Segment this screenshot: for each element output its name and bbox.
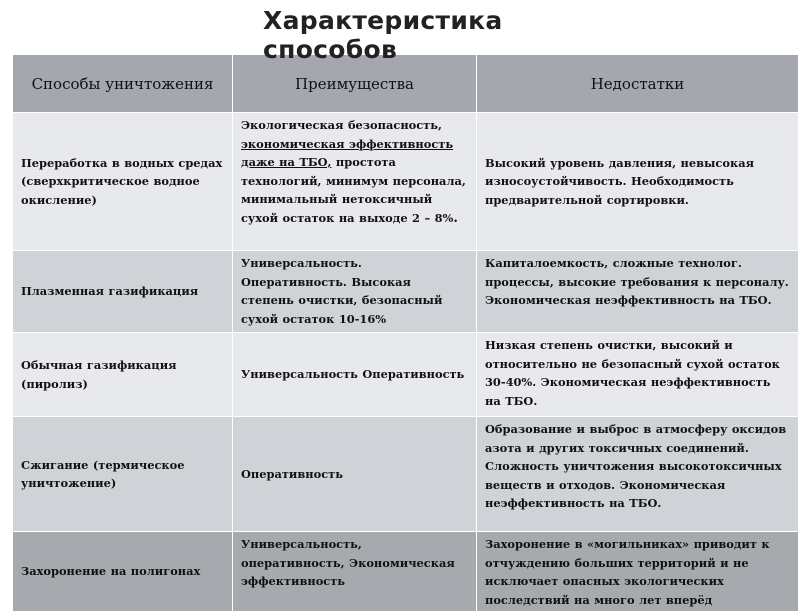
header-advantages: Преимущества [233, 55, 477, 113]
disadvantages-cell: Капиталоемкость, сложные технолог. процессы, высокие требования к персоналу. Экономическая неэффективность на ТБО. [477, 251, 799, 333]
advantages-cell: Универсальность Оперативность [233, 333, 477, 417]
header-methods: Способы уничтожения [13, 55, 233, 113]
comparison-table [12, 54, 799, 612]
advantages-underlined-text: экономическая эффективность даже на ТБО, [241, 136, 454, 169]
disadvantages-cell: Низкая степень очистки, высокий и относительно не безопасный сухой остаток 30-40%. Экономическая неэффективность на ТБО. [477, 333, 799, 417]
advantages-cell: Оперативность [233, 417, 477, 532]
advantages-text: Экологическая безопасность, [241, 118, 442, 132]
advantages-text-rest: простота технологий, минимум персонала, минимальный нетоксичный сухой остаток на выходе 2 – 8% [241, 155, 466, 225]
method-cell: Переработка в водных средах (сверхкритическое водное окисление) [13, 113, 233, 251]
disadvantages-cell: Захоронение в «могильниках» приводит к отчуждению больших территорий и не исключает опасных экологических последствий на много лет вперёд [477, 532, 799, 612]
method-cell: Захоронение на полигонах [13, 532, 233, 612]
page-title: Характеристика способов [263, 6, 503, 64]
advantages-cell: Универсальность. Оперативность. Высокая степень очистки, безопасный сухой остаток 10-16% [233, 251, 477, 333]
method-cell: Сжигание (термическое уничтожение) [13, 417, 233, 532]
table-row [13, 417, 799, 532]
method-cell: Плазменная газификация [13, 251, 233, 333]
disadvantages-cell: Высокий уровень давления, невысокая износоустойчивость. Необходимость предварительной сортировки. [477, 113, 799, 251]
table-row [13, 113, 799, 251]
disadvantages-cell: Образование и выброс в атмосферу оксидов азота и других токсичных соединений. Сложность уничтожения высокотоксичных веществ и отходов. Экономическая неэффективность на ТБО. [477, 417, 799, 532]
advantages-cell [233, 113, 477, 251]
advantages-period: . [453, 210, 458, 226]
table-row [13, 333, 799, 417]
advantages-cell: Универсальность, оперативность, Экономическая эффективность [233, 532, 477, 612]
method-cell: Обычная газификация (пиролиз) [13, 333, 233, 417]
table-row [13, 251, 799, 333]
header-disadvantages: Недостатки [477, 55, 799, 113]
